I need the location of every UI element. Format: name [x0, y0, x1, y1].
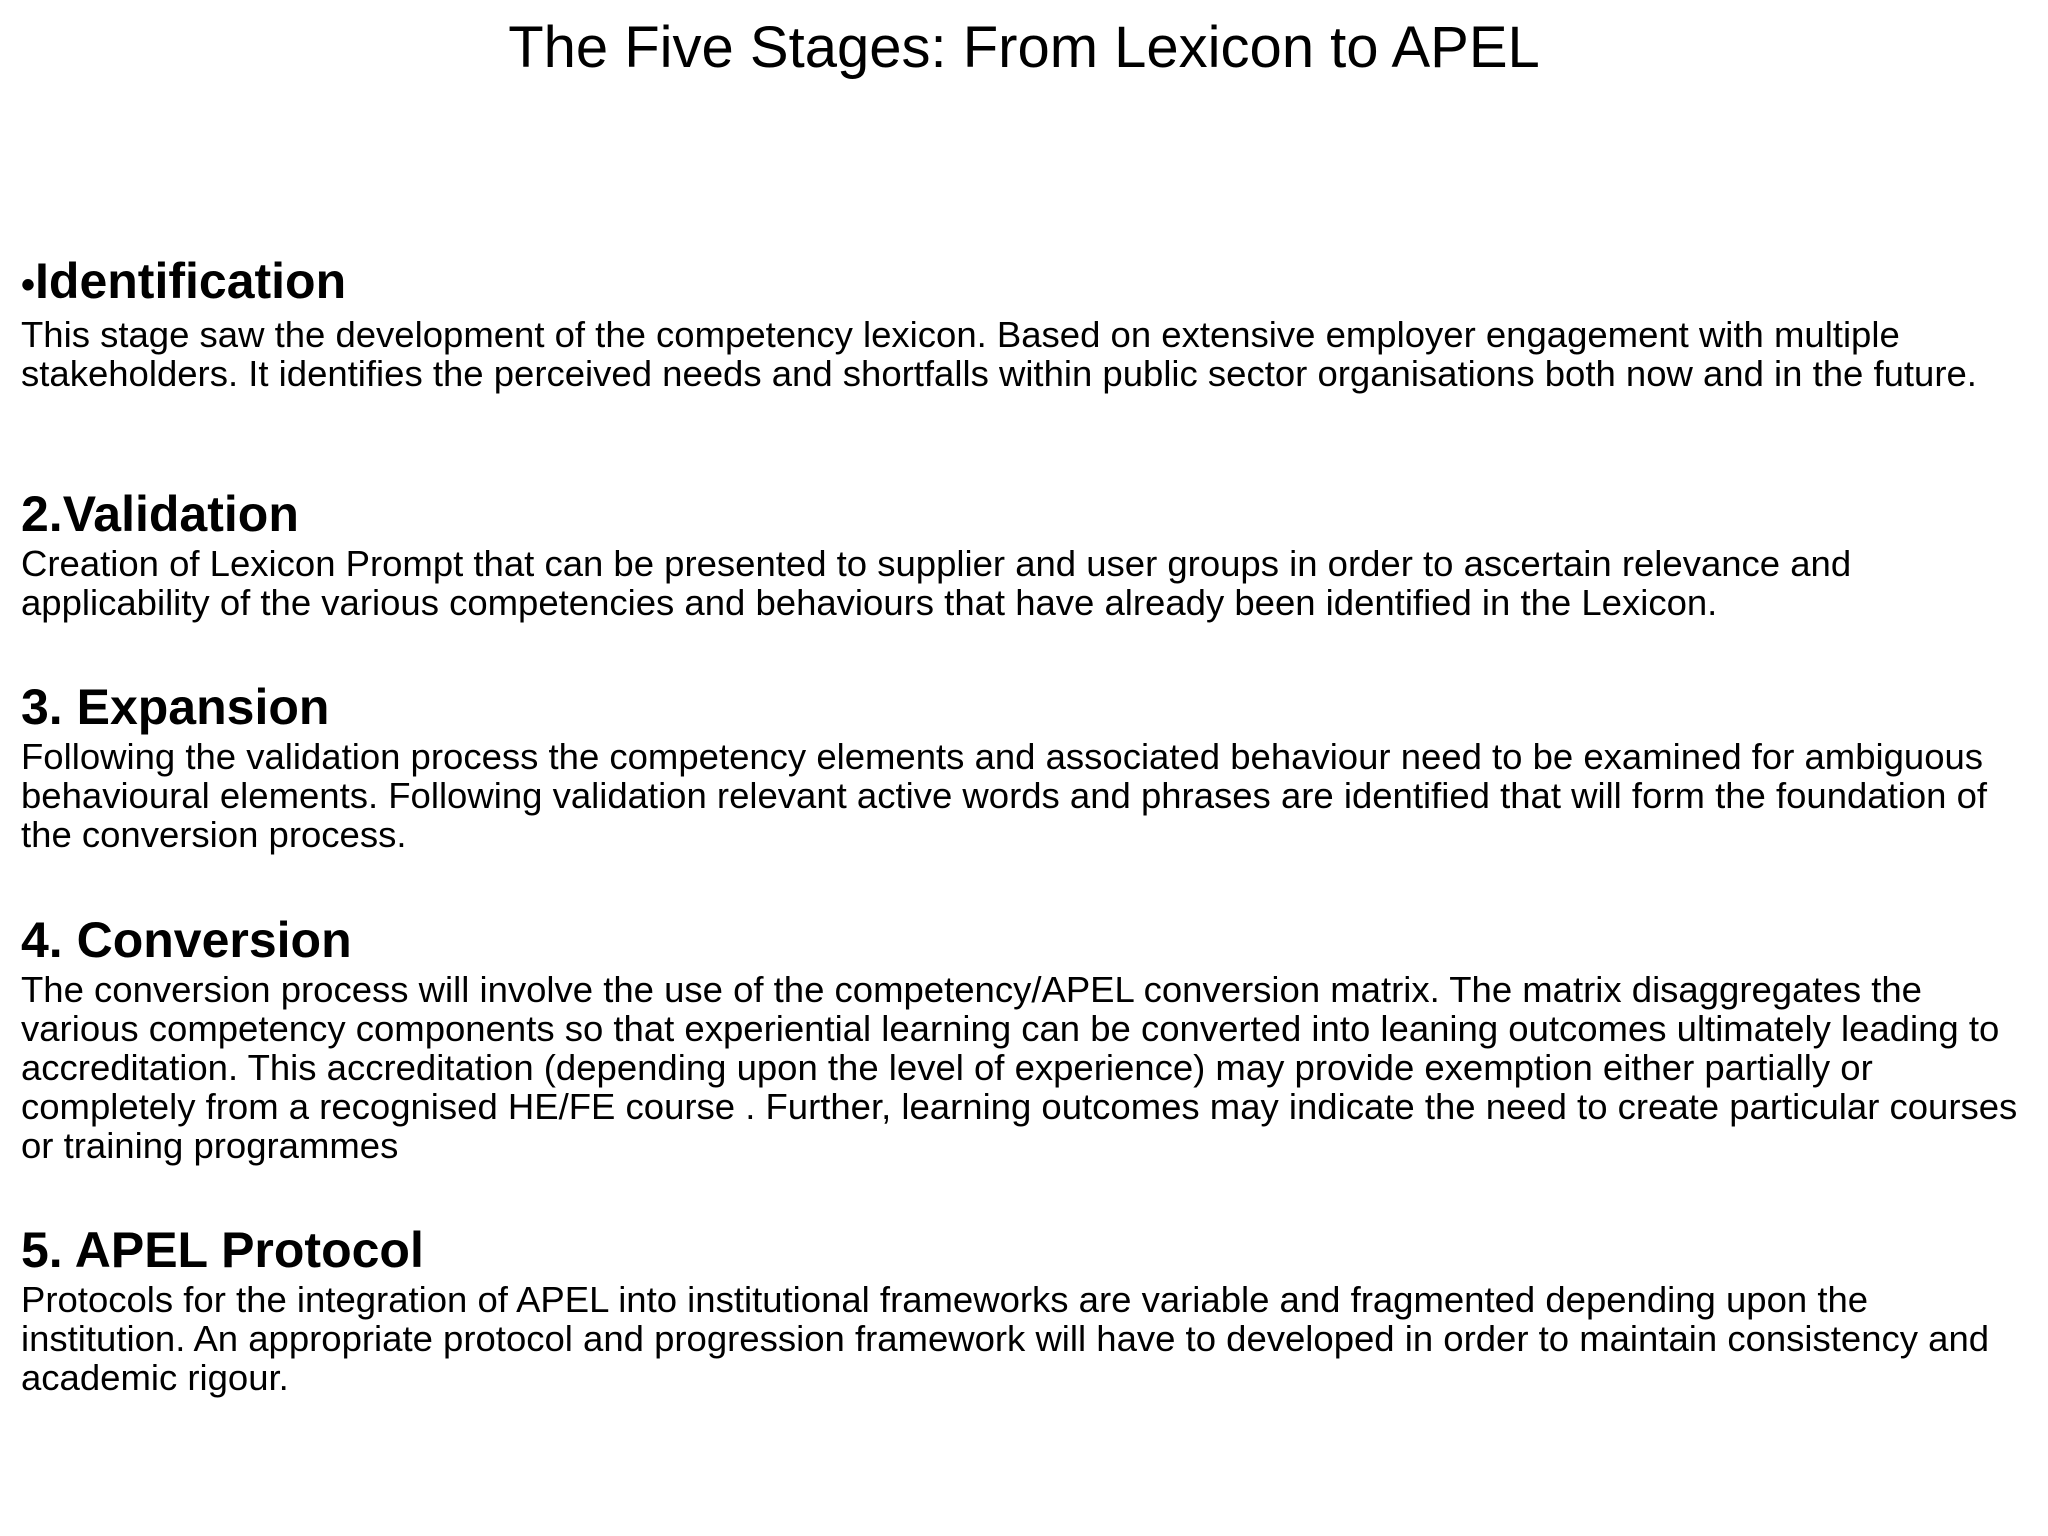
slide-title: The Five Stages: From Lexicon to APEL — [508, 15, 1540, 80]
stage-description: The conversion process will involve the use of the competency/APEL conversion matrix. The matrix disaggregates the various competency components so that experiential learning can be converted into leaning outcomes ultimately leading to accreditation. This accreditation (depending upon the level of experience) may provide exemption either partially or completely from a recognised HE/FE course . Further, learning outcomes may indicate the need to create particular courses or training programmes — [21, 969, 2018, 1166]
stage-heading: 4. Conversion — [21, 912, 352, 968]
stage-description: This stage saw the development of the competency lexicon. Based on extensive employer engagement with multiple stakeholders. It identifies the perceived needs and shortfalls within public sector organisations both now and in the future. — [21, 314, 1977, 394]
stage-apel-protocol — [21, 1222, 2041, 1397]
stage-heading — [21, 253, 2041, 313]
stage-validation — [21, 486, 2041, 622]
stage-conversion — [21, 912, 2041, 1165]
stage-heading: 5. APEL Protocol — [21, 1222, 424, 1278]
bullet-icon: • — [21, 263, 36, 307]
stage-identification — [21, 253, 2041, 393]
stage-description: Protocols for the integration of APEL into institutional frameworks are variable and fragmented depending upon the institution. An appropriate protocol and progression framework will have to developed in order to maintain consistency and academic rigour. — [21, 1279, 1990, 1398]
stage-description: Creation of Lexicon Prompt that can be presented to supplier and user groups in order to ascertain relevance and applicability of the various competencies and behaviours that have already been identified in the Lexicon. — [21, 543, 1852, 623]
stage-expansion — [21, 679, 2041, 854]
stage-heading: 2.Validation — [21, 486, 299, 542]
stage-heading-text: Identification — [35, 253, 347, 309]
stage-description: Following the validation process the competency elements and associated behaviour need to be examined for ambiguous behavioural elements. Following validation relevant active words and phrases are identified that will form the foundation of the conversion process. — [21, 736, 1988, 855]
stage-heading: 3. Expansion — [21, 679, 330, 735]
